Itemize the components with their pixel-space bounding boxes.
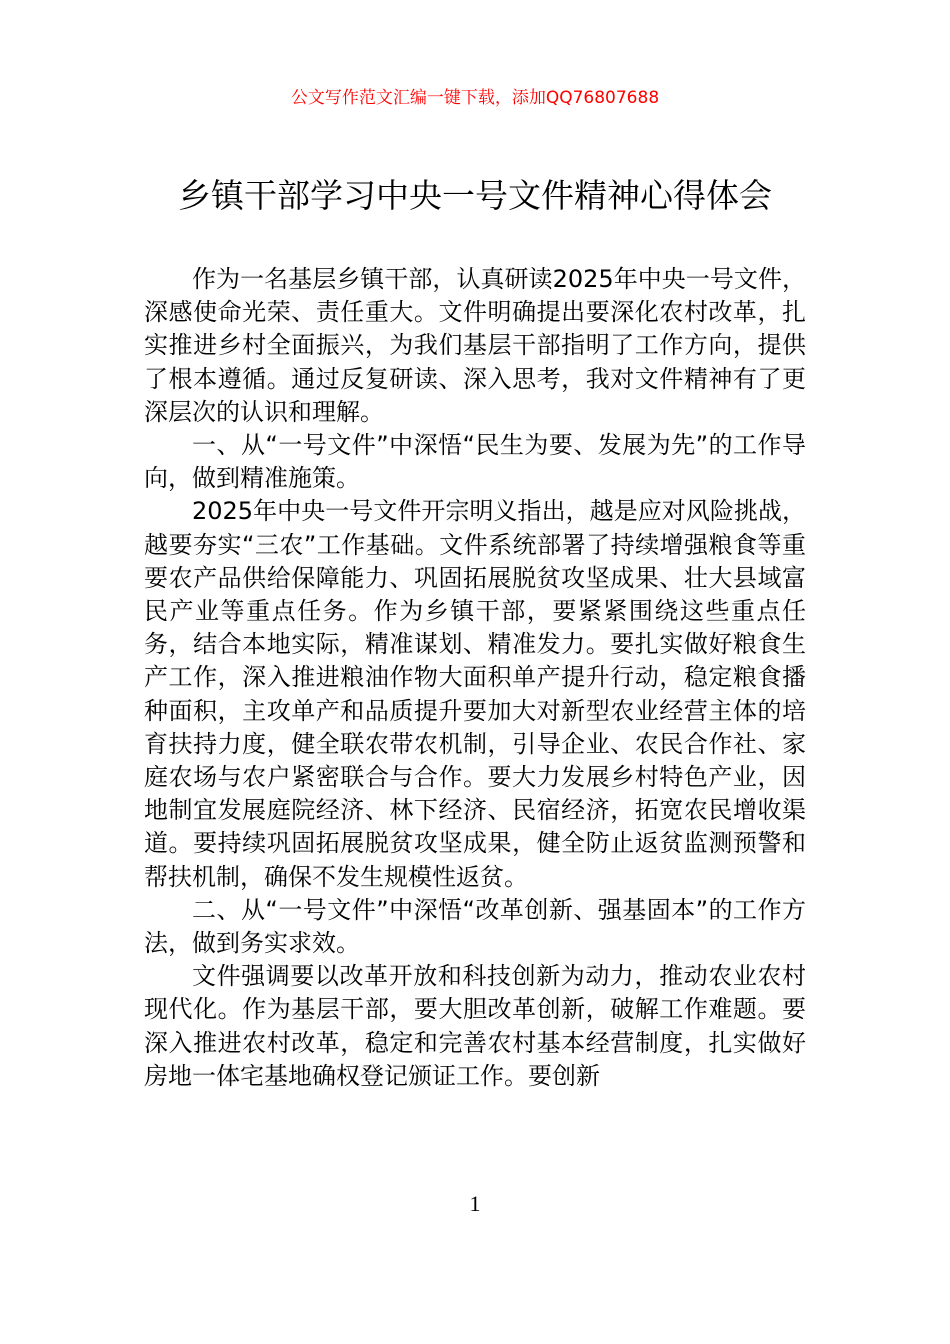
section-1-paragraph: 2025年中央一号文件开宗明义指出，越是应对风险挑战，越要夯实“三农”工作基础。文件系统部署了持续增强粮食等重要农产品供给保障能力、巩固拓展脱贫攻坚成果、壮大县域富民产业等重点任务。作为乡镇干部，要紧紧围绕这些重点任务，结合本地实际，精准谋划、精准发力。要扎实做好粮食生产工作，深入推进粮油作物大面积单产提升行动，稳定粮食播种面积，主攻单产和品质提升要加大对新型农业经营主体的培育扶持力度，健全联农带农机制，引导企业、农民合作社、家庭农场与农户紧密联合与合作。要大力发展乡村特色产业，因地制宜发展庭院经济、林下经济、民宿经济，拓宽农民增收渠道。要持续巩固拓展脱贫攻坚成果，健全防止返贫监测预警和帮扶机制，确保不发生规模性返贫。 (144, 497, 806, 891)
section-heading-1: 一、从“一号文件”中深悟“民生为要、发展为先”的工作导向，做到精准施策。 (144, 431, 806, 493)
document-title: 乡镇干部学习中央一号文件精神心得体会 (178, 176, 772, 215)
section-2-paragraph: 文件强调要以改革开放和科技创新为动力，推动农业农村现代化。作为基层干部，要大胆改革创新，破解工作难题。要深入推进农村改革，稳定和完善农村基本经营制度，扎实做好房地一体宅基地确权登记颁证工作。要创新 (144, 962, 806, 1090)
page-number: 1 (469, 1191, 481, 1216)
section-heading-2: 二、从“一号文件”中深悟“改革创新、强基固本”的工作方法，做到务实求效。 (144, 895, 806, 958)
document-body (144, 263, 806, 1093)
intro-paragraph: 作为一名基层乡镇干部，认真研读2025年中央一号文件，深感使命光荣、责任重大。文件明确提出要深化农村改革，扎实推进乡村全面振兴，为我们基层干部指明了工作方向，提供了根本遵循。通过反复研读、深入思考，我对文件精神有了更深层次的认识和理解。 (144, 265, 806, 426)
download-notice: 公文写作范文汇编一键下载，添加QQ76807688 (290, 88, 660, 108)
